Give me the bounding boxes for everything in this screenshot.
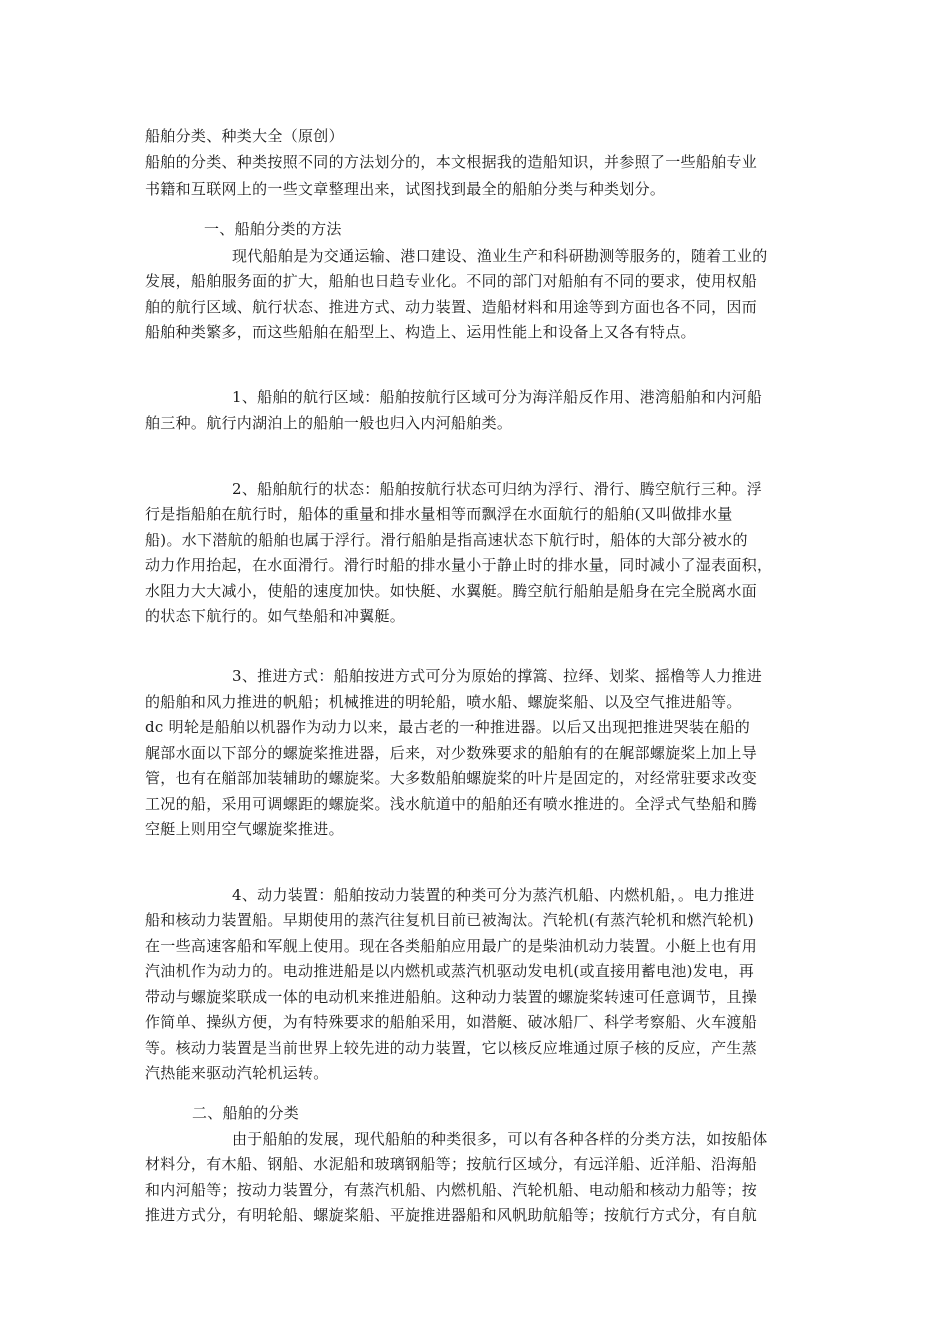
paragraph-line: 动力作用抬起，在水面滑行。滑行时船的排水量小于静止时的排水量，同时减小了湿表面积， (145, 556, 773, 574)
paragraph-line: 4、动力装置：船舶按动力装置的种类可分为蒸汽机船、内燃机船，。电力推进 (232, 886, 755, 904)
paragraph-line: 2、船舶航行的状态：船舶按航行状态可归纳为浮行、滑行、腾空航行三种。浮 (232, 480, 763, 498)
paragraph-line: 作简单、操纵方便，为有特殊要求的船舶采用，如潜艇、破冰船厂、科学考察船、火车渡船 (145, 1013, 758, 1031)
paragraph-line: 推进方式分，有明轮船、螺旋桨船、平旋推进器船和风帆助航船等；按航行方式分，有自航 (145, 1206, 758, 1224)
paragraph-line: 由于船舶的发展，现代船舶的种类很多，可以有各种各样的分类方法，如按船体 (232, 1130, 768, 1148)
paragraph-line: 汽油机作为动力的。电动推进船是以内燃机或蒸汽机驱动发电机(或直接用蓄电池)发电，再 (145, 962, 755, 980)
paragraph-line: 材料分，有木船、钢船、水泥船和玻璃钢船等；按航行区域分，有远洋船、近洋船、沿海船 (145, 1155, 758, 1173)
paragraph-line: 的状态下航行的。如气垫船和冲翼艇。 (145, 607, 406, 625)
paragraph-line: 管，也有在艏部加装辅助的螺旋桨。大多数船舶螺旋桨的叶片是固定的，对经常驻要求改变 (145, 769, 758, 787)
paragraph-line: 舶三种。航行内湖泊上的船舶一般也归入内河船舶类。 (145, 414, 513, 432)
paragraph-line: 1、船舶的航行区域：船舶按航行区域可分为海洋船反作用、港湾船舶和内河船 (232, 388, 763, 406)
paragraph-line: 和内河船等；按动力装置分，有蒸汽机船、内燃机船、汽轮机船、电动船和核动力船等；按 (145, 1181, 758, 1199)
paragraph-line: 船和核动力装置船。早期使用的蒸汽往复机目前已被淘汰。汽轮机(有蒸汽轮机和燃汽轮机) (145, 911, 755, 929)
paragraph-line: 水阻力大大减小，使船的速度加快。如快艇、水翼艇。腾空航行船舶是船身在完全脱离水面 (145, 582, 758, 600)
paragraph-line: 的船舶和风力推进的帆船；机械推进的明轮船，喷水船、螺旋桨船、以及空气推进船等。 (145, 693, 742, 711)
paragraph-line: 现代船舶是为交通运输、港口建设、渔业生产和科研勘测等服务的，随着工业的 (232, 247, 768, 265)
paragraph-line: 空艇上则用空气螺旋桨推进。 (145, 820, 344, 838)
paragraph-line: 汽热能来驱动汽轮机运转。 (145, 1064, 329, 1082)
paragraph-line: 发展，船舶服务面的扩大，船舶也日趋专业化。不同的部门对船舶有不同的要求，使用权船 (145, 272, 758, 290)
intro-line: 船舶的分类、种类按照不同的方法划分的，本文根据我的造船知识，并参照了一些船舶专业 (145, 153, 758, 171)
paragraph-line: 等。核动力装置是当前世界上较先进的动力装置，它以核反应堆通过原子核的反应，产生蒸 (145, 1039, 758, 1057)
section-heading: 一、船舶分类的方法 (204, 220, 342, 238)
paragraph-line: 3、推进方式：船舶按进方式可分为原始的撑篙、拉绎、划桨、摇橹等人力推进 (232, 667, 763, 685)
paragraph-line: 行是指船舶在航行时，船体的重量和排水量相等而飘浮在水面航行的船舶(又叫做排水量 (145, 505, 733, 523)
paragraph-line: 艉部水面以下部分的螺旋桨推进器，后来，对少数殊要求的船舶有的在艉部螺旋桨上加上导 (145, 744, 758, 762)
paragraph-line: 舶的航行区域、航行状态、推进方式、动力装置、造船材料和用途等到方面也各不同，因而 (145, 298, 758, 316)
paragraph-line: 带动与螺旋桨联成一体的电动机来推进船舶。这种动力装置的螺旋桨转速可任意调节，且操 (145, 988, 758, 1006)
section-heading: 二、船舶的分类 (192, 1104, 300, 1122)
paragraph-line: 在一些高速客船和军舰上使用。现在各类船舶应用最广的是柴油机动力装置。小艇上也有用 (145, 937, 758, 955)
paragraph-line: 船舶种类繁多，而这些船舶在船型上、构造上、运用性能上和设备上又各有特点。 (145, 323, 696, 341)
document-title: 船舶分类、种类大全（原创） (145, 127, 344, 145)
intro-line: 书籍和互联网上的一些文章整理出来，试图找到最全的船舶分类与种类划分。 (145, 180, 666, 198)
paragraph-line: 船)。水下潜航的船舶也属于浮行。滑行船舶是指高速状态下航行时，船体的大部分被水的 (145, 531, 748, 549)
paragraph-line: dc 明轮是船舶以机器作为动力以来，最古老的一种推进器。以后又出现把推进哭装在船的 (145, 718, 751, 736)
paragraph-line: 工况的船，采用可调螺距的螺旋桨。浅水航道中的船舶还有喷水推进的。全浮式气垫船和腾 (145, 795, 758, 813)
